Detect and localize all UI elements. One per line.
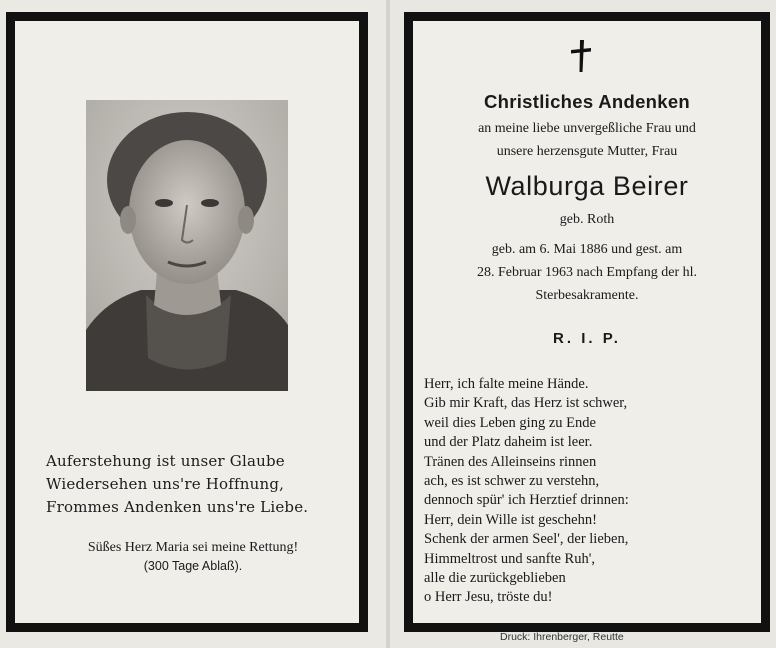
gothic-line: Frommes Andenken uns're Liebe. [46,498,309,516]
poem-line: und der Platz daheim ist leer. [424,434,593,451]
gothic-verse [46,450,346,519]
dates-line: 28. Februar 1963 nach Empfang der hl. [476,265,698,280]
rip-label: R. I. P. [553,330,621,347]
prayer-line: Süßes Herz Maria sei meine Rettung! [87,540,299,555]
poem-line: Himmeltrost und sanfte Ruh', [424,550,595,567]
poem-line: Gib mir Kraft, das Herz ist schwer, [424,395,628,412]
poem-line: Schenk der armen Seel', der lieben, [424,531,629,548]
poem-line: Herr, ich falte meine Hände. [424,376,589,392]
card-heading: Christliches Andenken [483,91,691,112]
poem-line: weil dies Leben ging zu Ende [424,414,596,431]
printer-credit: Druck: Ihrenberger, Reutte [500,631,624,643]
poem-line: Herr, dein Wille ist geschehn! [424,511,597,528]
portrait-photo [86,100,288,391]
deceased-name: Walburga Beirer [485,171,689,201]
poem-line: o Herr Jesu, tröste du! [424,589,553,606]
intro-line: an meine liebe unvergeßliche Frau und [478,121,696,136]
gothic-line: Wiedersehen uns're Hoffnung, [46,475,285,493]
poem-line: alle die zurückgeblieben [424,570,566,587]
maiden-name: geb. Roth [559,212,615,227]
dates-line: geb. am 6. Mai 1886 und gest. am [491,242,683,257]
poem-line: dennoch spür' ich Herztief drinnen: [424,492,629,509]
indulgence-note: (300 Tage Ablaß). [143,559,243,573]
intro-line: unsere herzensgute Mutter, Frau [496,144,678,159]
poem-line: Tränen des Alleinseins rinnen [424,453,597,470]
dates-line: Sterbesakramente. [535,288,639,303]
cross-icon [566,36,596,76]
poem-line: ach, es ist schwer zu verstehn, [424,473,600,490]
poem [424,375,754,608]
gothic-line: Auferstehung ist unser Glaube [46,452,285,470]
